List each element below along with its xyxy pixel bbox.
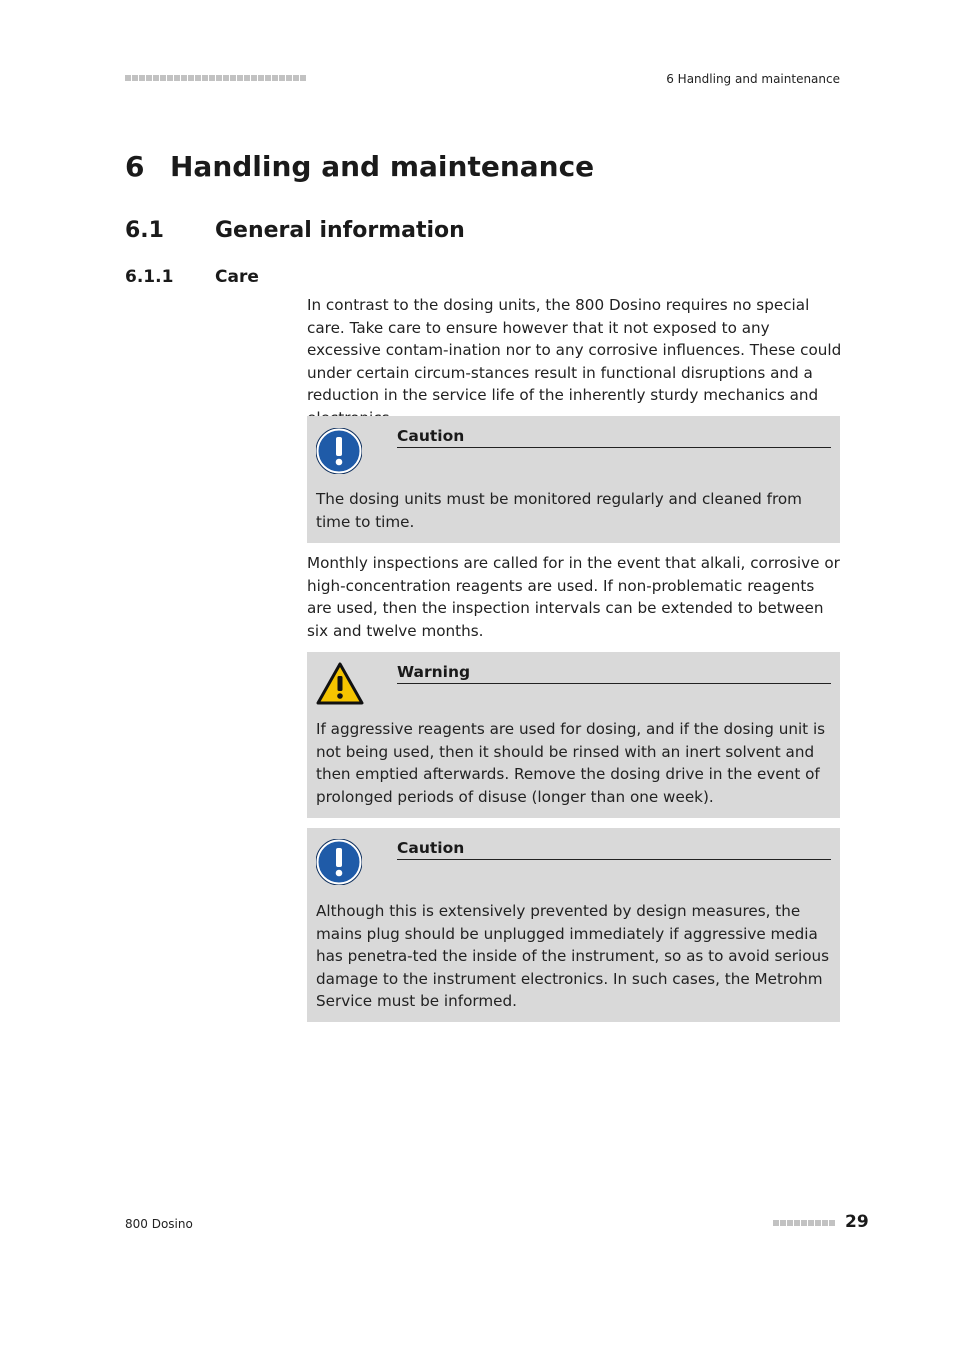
warning-note-title: Warning [397, 662, 831, 684]
chapter-title: Handling and maintenance [170, 150, 595, 183]
warning-note-text: If aggressive reagents are used for dosing, and if the dosing unit is not being used, then it should be rinsed with an inert solvent and then emptied afterwards. Remove the dosing drive in the event of prolonged periods of disuse (longer than one week). [316, 720, 826, 806]
chapter-number: 6 [125, 150, 145, 183]
running-header-title: 6 Handling and maintenance [666, 72, 840, 86]
chapter-heading [125, 150, 594, 183]
footer-product-name: 800 Dosino [125, 1217, 193, 1231]
subsection-heading [125, 267, 259, 287]
exclamation-circle-icon [316, 428, 362, 474]
warning-note [307, 652, 840, 818]
header-decor-squares [125, 75, 306, 81]
exclamation-circle-icon [316, 839, 362, 885]
caution-note-1-text: The dosing units must be monitored regularly and cleaned from time to time. [316, 490, 802, 531]
warning-triangle-icon [316, 662, 364, 705]
caution-note-1 [307, 416, 840, 543]
section-title: General information [215, 218, 465, 243]
subsection-number: 6.1.1 [125, 267, 174, 287]
section-number: 6.1 [125, 218, 164, 243]
body-paragraph-2: Monthly inspections are called for in the event that alkali, corrosive or high-concentration reagents are used. If non-problematic reagents are used, then the inspection intervals can be extended to between six and twelve months. [307, 554, 840, 640]
caution-note-2 [307, 828, 840, 1022]
subsection-title: Care [215, 267, 259, 287]
caution-note-2-text: Although this is extensively prevented by design measures, the mains plug should be unplugged immediately if aggressive media has penetra-ted the inside of the instrument, so as to avoid serious damage to the instrument electronics. In such cases, the Metrohm Service must be informed. [316, 902, 830, 1010]
footer-decor-squares [773, 1220, 835, 1226]
page-number: 29 [845, 1212, 869, 1232]
caution-note-2-title: Caution [397, 838, 831, 860]
section-heading [125, 218, 465, 243]
body-paragraph-1: In contrast to the dosing units, the 800 Dosino requires no special care. Take care to ensure however that it not exposed to any excessive contam-ination nor to any corrosive influences. These could under certain circum-stances result in functional disruptions and a reduction in the service life of the inherently sturdy mechanics and [307, 296, 842, 404]
caution-note-1-title: Caution [397, 426, 831, 448]
